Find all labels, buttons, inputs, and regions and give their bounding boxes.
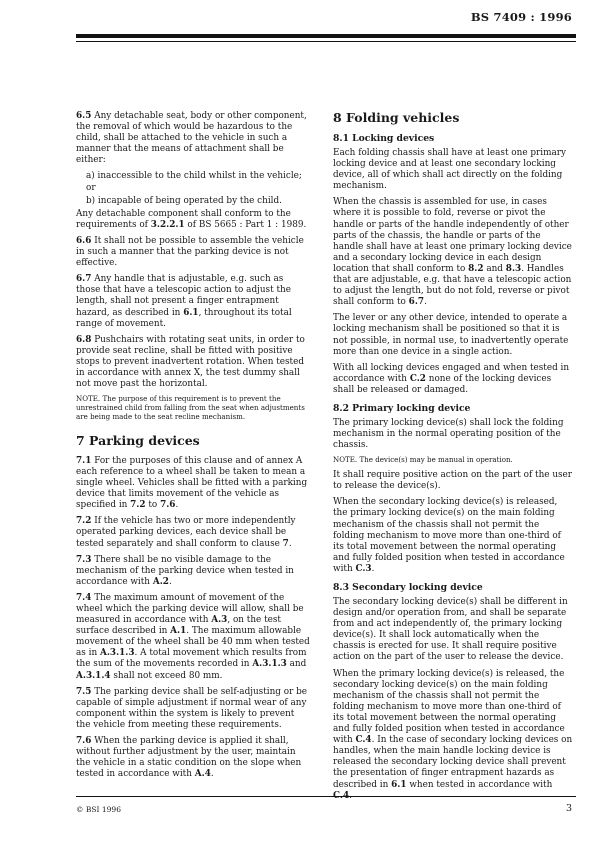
note-6-8: NOTE. The purpose of this requirement is to prevent the unrestrained child from falling from the seat when adjustments are being made to the seat recline mechanism. [76,394,305,421]
subsection-8-2-heading: 8.2 Primary locking device [333,402,471,414]
clause-8-2-para-1: The primary locking device(s) shall lock the folding mechanism in the normal operating position of the chassis. [333,417,564,451]
clause-8-3-para-1: The secondary locking device(s) shall be different in design and/or operation from, and shall be separate from and act independently of, the primary locking device(s). It shall lock automatically when the chassis is erected for use. It shall require positive action on the part of the user to release the device. [333,597,568,663]
clause-8-1-para-3: The lever or any other device, intended to operate a locking mechanism shall be positioned so that it is not possible, in normal use, to inadvertently operate more than one device in a single action. [333,313,569,357]
left-column [76,111,310,785]
clause-6-5-a: a) inaccessible to the child whilst in the vehicle; or [86,171,302,193]
clause-8-2-para-2: It shall require positive action on the part of the user to release the device(s). [333,470,573,492]
clause-6-6: 6.6 It shall not be possible to assemble the vehicle in such a manner that the parking device is not effective. [76,235,304,269]
footer-copyright: © BSI 1996 [76,805,121,814]
right-column [333,111,573,807]
clause-7-3: 7.3 There shall be no visible damage to the mechanism of the parking device when tested in accordance with A.2. [76,554,294,587]
footer-rule [76,796,576,797]
clause-6-5: 6.5 Any detachable seat, body or other component, the removal of which would be hazardous to the child, shall be attached to the vehicle in such a manner that the means of attachment shall be either: [76,111,307,166]
clause-6-8: 6.8 Pushchairs with rotating seat units, in order to provide seat recline, shall be fitted with positive stops to prevent inadvertent rotation. When tested in accordance with annex X, the test dummy shall not move past the horizontal. [76,334,305,390]
section-7-heading: 7 Parking devices [76,432,200,448]
clause-7-1: 7.1 For the purposes of this clause and of annex A each reference to a wheel shall be taken to mean a single wheel. Vehicles shall be fitted with a parking device that limits movement of the vehicle as specified in 7.2 to 7.6. [76,455,308,511]
clause-7-4: 7.4 The maximum amount of movement of the wheel which the parking device will allow, shall be measured in accordance with A.3, on the test surface described in A.1. The maximum allowable movement of the wheel shall be 40 mm when tested as in A.3.1.3. A total movement which results from the sum of the movements recorded in A.3.1.3 and A.3.1.4 shall not exceed 80 mm. [76,592,310,681]
clause-7-5: 7.5 The parking device shall be self-adjusting or be capable of simple adjustment if normal wear of any component within the system is likely to prevent the vehicle from meeting these requirements. [76,686,308,730]
clause-8-3-para-2: When the primary locking device(s) is released, the secondary locking device(s) on the main folding mechanism of the chassis shall not permit the folding mechanism to move more than one-third of its total movement between the normal operating and fully folded position when tested in accordance with C.4. In the case of secondary locking devices on handles, when the main handle locking device is released the secondary locking device shall prevent the presentation of finger entrapment hazards as described in 6.1 when tested in accordance with [333,668,573,790]
clause-8-1-para-4: With all locking devices engaged and when tested in accordance with C.2 none of the locking devices shall be released or damaged. [333,362,570,395]
section-8-heading: 8 Folding vehicles [333,110,460,125]
clause-6-5-b: b) incapable of being operated by the child. [86,195,282,206]
subsection-8-3-heading: 8.3 Secondary locking device [333,582,483,593]
clause-7-6: 7.6 When the parking device is applied it shall, without further adjustment by the user, maintain the vehicle in a static condition on the slope when tested in accordance with A.4. [76,736,302,780]
page-number: 3 [565,803,572,814]
clause-6-7: 6.7 Any handle that is adjustable, e.g. such as those that have a telescopic action to adjust the length, shall not present a finger entrapment hazard, as described in 6.1, throughout its total range of movement. [76,274,292,329]
note-8-2: NOTE. The device(s) may be manual in operation. [333,455,513,465]
page-header-title: BS 7409 : 1996 [470,10,572,24]
clause-8-1-para-1: Each folding chassis shall have at least one primary locking device and at least one secondary locking device, all of which shall act directly on the folding mechanism. [333,148,566,192]
clause-6-5-detachable: Any detachable component shall conform to the requirements of 3.2.2.1 of BS 5665 : Part 1 : 1989. [76,208,307,230]
subsection-8-1-heading: 8.1 Locking devices [333,133,435,144]
clause-8-2-para-3: When the secondary locking device(s) is released, the primary locking device(s) on the main folding mechanism of the chassis shall not permit the folding mechanism to move more than one-third of its total movement between the normal operating and fully folded position when tested in accordance with C.3. [333,497,565,574]
clause-7-2: 7.2 If the vehicle has two or more independently operated parking devices, each device shall be tested separately and shall conform to clause 7. [76,516,296,549]
header-rule-thin [76,41,576,42]
clause-8-1-para-2: When the chassis is assembled for use, in cases where it is possible to fold, reverse or pivot the handle or parts of the handle independently of other parts of the chassis, the handle or parts of the handle shall have at least one primary locking device and a secondary locking device in each design location that shall conform to 8.2 and 8.3. Handles that are adjustable, e.g. that have a telescopic action to adjust the length, but do not fold, reverse or pivot shall conform to 6.7. [333,197,572,308]
header-rule-thick [76,34,576,38]
